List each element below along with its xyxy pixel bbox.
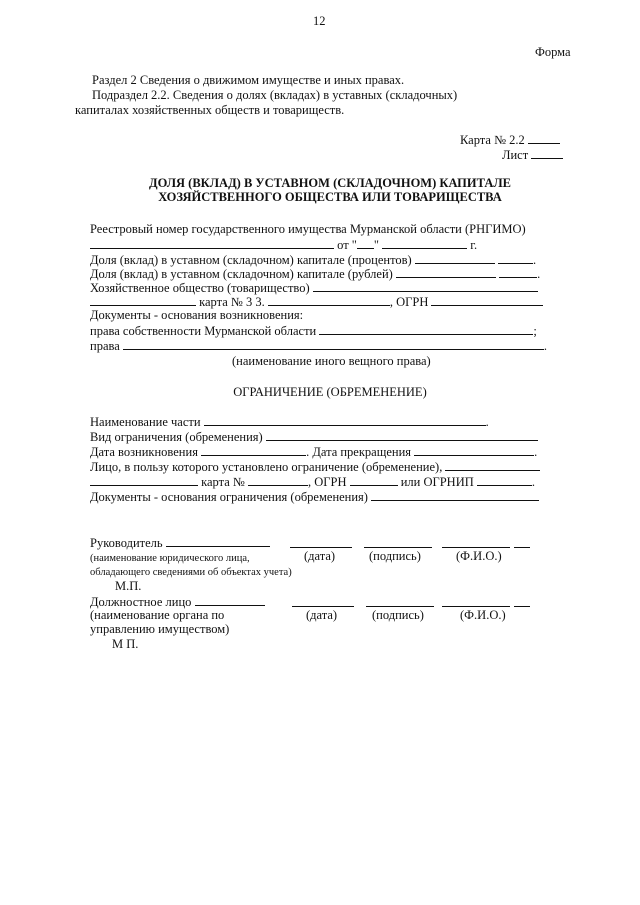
head-caption-line-1: (наименование юридического лица,: [90, 553, 250, 564]
official-caption-line-1: (наименование органа по: [90, 608, 225, 622]
registry-month-year-blank[interactable]: [382, 237, 467, 249]
head-stamp: М.П.: [115, 579, 142, 593]
official-signature-field[interactable]: [366, 595, 434, 607]
head-date-caption: (дата): [304, 549, 336, 563]
start-date-field[interactable]: [201, 444, 306, 456]
beneficiary-ogrnip-field[interactable]: [477, 474, 532, 486]
beneficiary-field[interactable]: [445, 459, 540, 471]
company-card-field[interactable]: [268, 294, 390, 306]
sheet-number-blank[interactable]: [531, 147, 563, 159]
restriction-heading: ОГРАНИЧЕНИЕ (ОБРЕМЕНЕНИЕ): [233, 385, 427, 399]
beneficiary-name-field[interactable]: [90, 474, 198, 486]
head-org-field[interactable]: [166, 535, 270, 547]
restriction-type-row: Вид ограничения (обременения): [90, 429, 538, 445]
company-row: Хозяйственное общество (товарищество): [90, 280, 538, 296]
section-line-3: капиталах хозяйственных обществ и товариществ.: [75, 103, 345, 117]
part-name-field[interactable]: [204, 414, 486, 426]
other-right-caption: (наименование иного вещного права): [232, 354, 431, 368]
company-card-row: карта № 3 3. , ОГРН: [90, 294, 543, 310]
section-line-2: Подраздел 2.2. Сведения о долях (вкладах) в уставных (складочных): [92, 88, 458, 102]
head-fio-field-2[interactable]: [514, 536, 530, 548]
card-number-blank[interactable]: [528, 132, 560, 144]
beneficiary-ids-row: карта № , ОГРН или ОГРНИП .: [90, 474, 535, 490]
card-number: Карта № 2.2: [460, 132, 560, 148]
part-name-row: Наименование части .: [90, 415, 489, 429]
head-fio-field[interactable]: [442, 536, 510, 548]
page-number: 12: [313, 14, 326, 28]
head-caption-line-2: обладающего сведениями об объектах учета): [90, 567, 292, 578]
official-date-field[interactable]: [292, 595, 354, 607]
company-field[interactable]: [313, 280, 538, 292]
beneficiary-card-field[interactable]: [248, 474, 308, 486]
share-rubles-field-2[interactable]: [499, 266, 537, 278]
restriction-docs-field[interactable]: [371, 489, 539, 501]
share-percent-field[interactable]: [415, 252, 495, 264]
document-title-line-1: ДОЛЯ (ВКЛАД) В УСТАВНОМ (СКЛАДОЧНОМ) КАПИТАЛЕ: [149, 176, 511, 190]
ownership-row: права собственности Мурманской области ;: [90, 324, 537, 338]
form-label: Форма: [535, 45, 571, 59]
registry-number-label: Реестровый номер государственного имущества Мурманской области (РНГИМО): [90, 222, 526, 236]
registry-day-blank[interactable]: [357, 237, 374, 249]
card-code: 2.2: [509, 133, 525, 147]
head-signature-caption: (подпись): [369, 549, 421, 563]
official-stamp: М П.: [112, 637, 139, 651]
official-signature-row: Должностное лицо: [90, 594, 265, 610]
rights-row: права .: [90, 339, 548, 353]
docs-origin-label: Документы - основания возникновения:: [90, 308, 304, 322]
registry-number-row: от " " г.: [90, 237, 477, 253]
ownership-field[interactable]: [319, 323, 533, 335]
beneficiary-ogrn-field[interactable]: [350, 474, 398, 486]
share-rubles-field[interactable]: [396, 266, 496, 278]
restriction-dates-row: Дата возникновения . Дата прекращения .: [90, 445, 538, 459]
official-signature-caption: (подпись): [372, 608, 424, 622]
restriction-type-field[interactable]: [266, 429, 538, 441]
official-caption-line-2: управлению имуществом): [90, 622, 230, 636]
official-fio-caption: (Ф.И.О.): [460, 608, 506, 622]
share-percent-row: Доля (вклад) в уставном (складочном) капитале (процентов) .: [90, 253, 537, 267]
end-date-field[interactable]: [414, 444, 534, 456]
share-rubles-row: Доля (вклад) в уставном (складочном) капитале (рублей) .: [90, 267, 541, 281]
document-title-line-2: ХОЗЯЙСТВЕННОГО ОБЩЕСТВА ИЛИ ТОВАРИЩЕСТВА: [158, 190, 502, 204]
sheet-number: Лист: [502, 147, 563, 163]
share-percent-field-2[interactable]: [498, 252, 533, 264]
restriction-docs-row: Документы - основания ограничения (обременения): [90, 489, 539, 505]
official-fio-field[interactable]: [442, 595, 510, 607]
rights-field[interactable]: [123, 338, 544, 350]
official-org-field[interactable]: [195, 594, 265, 606]
head-date-field[interactable]: [290, 536, 352, 548]
beneficiary-row: Лицо, в пользу которого установлено ограничение (обременение),: [90, 459, 540, 475]
section-line-1: Раздел 2 Сведения о движимом имуществе и иных правах.: [92, 73, 405, 87]
company-ogrn-field[interactable]: [431, 294, 543, 306]
official-fio-field-2[interactable]: [514, 595, 530, 607]
company-name-field[interactable]: [90, 294, 196, 306]
official-date-caption: (дата): [306, 608, 338, 622]
head-signature-field[interactable]: [364, 536, 432, 548]
head-signature-row: Руководитель: [90, 535, 270, 551]
registry-number-blank[interactable]: [90, 237, 334, 249]
head-fio-caption: (Ф.И.О.): [456, 549, 502, 563]
